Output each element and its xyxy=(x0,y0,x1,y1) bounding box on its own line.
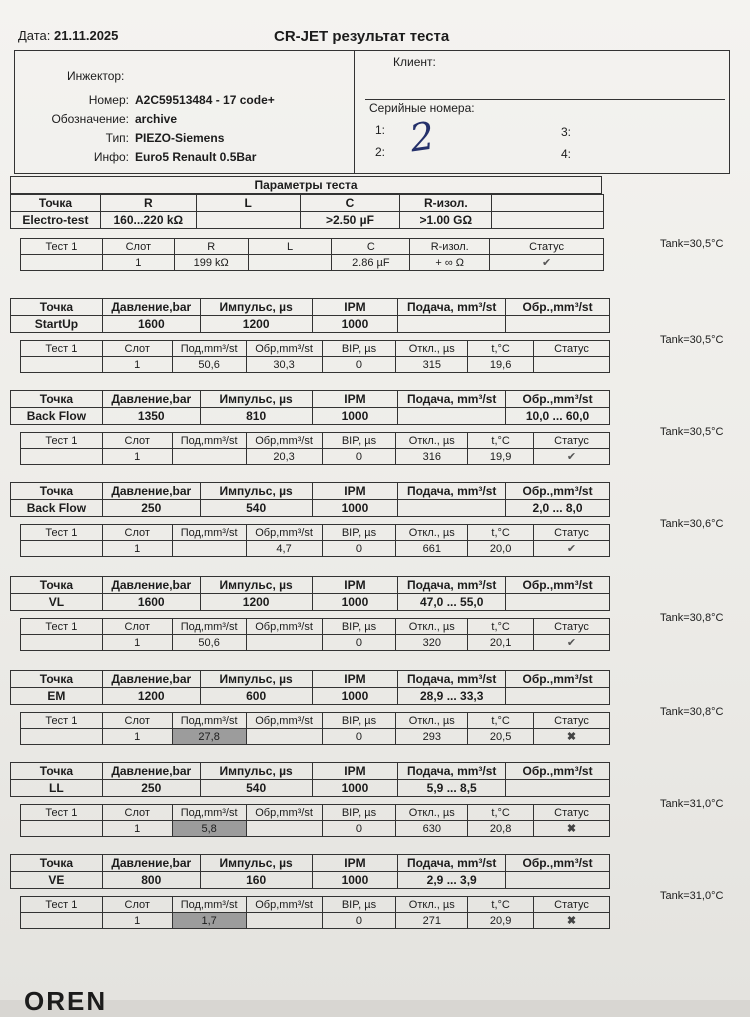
section-supply-range xyxy=(398,316,506,333)
h-impulse: Импульс, µs xyxy=(200,671,312,688)
section-result-table xyxy=(20,618,610,651)
v-sub-supply: 27,8 xyxy=(172,729,246,745)
number-row xyxy=(25,93,275,107)
section-spec-table xyxy=(10,390,610,425)
status-check-icon: ✔ xyxy=(534,635,610,651)
v-slot: 1 xyxy=(102,357,172,373)
v-sub-supply: 50,6 xyxy=(172,635,246,651)
section-return-range: 2,0 ... 8,0 xyxy=(506,500,610,517)
section-name: LL xyxy=(11,780,103,797)
section-name: Back Flow xyxy=(11,500,103,517)
h-supply: Подача, mm³/st xyxy=(398,855,506,872)
t-temp: t,°C xyxy=(468,433,534,449)
injector-info-box xyxy=(14,50,730,174)
t-test: Тест 1 xyxy=(21,433,103,449)
h-impulse: Импульс, µs xyxy=(200,855,312,872)
v-temp: 20,9 xyxy=(468,913,534,929)
v-slot: 1 xyxy=(102,635,172,651)
injector-label: Инжектор: xyxy=(67,69,125,83)
injector-info xyxy=(15,51,355,173)
t-dev: Откл., µs xyxy=(396,619,468,635)
section-tank: Tank=31,0°C xyxy=(660,890,724,902)
t-slot: Слот xyxy=(102,619,172,635)
t-slot: Слот xyxy=(102,805,172,821)
electro-v-empty xyxy=(21,255,103,271)
h-ipm: IPM xyxy=(312,299,398,316)
v-temp: 20,8 xyxy=(468,821,534,837)
h-supply: Подача, mm³/st xyxy=(398,299,506,316)
h-ipm: IPM xyxy=(312,855,398,872)
electro-status-check-icon: ✔ xyxy=(490,255,604,271)
client-label: Клиент: xyxy=(393,55,436,69)
electro-h-empty xyxy=(492,195,604,212)
section-return-range xyxy=(506,780,610,797)
report-title: CR-JET результат теста xyxy=(274,28,450,45)
serial-2-label: 2: xyxy=(375,145,386,159)
v-bip: 0 xyxy=(322,913,396,929)
h-supply: Подача, mm³/st xyxy=(398,763,506,780)
v-bip: 0 xyxy=(322,821,396,837)
section-result-table xyxy=(20,804,610,837)
section-ipm: 1000 xyxy=(312,780,398,797)
date-label: Дата: xyxy=(18,28,51,43)
h-tochka: Точка xyxy=(11,855,103,872)
h-return: Обр.,mm³/st xyxy=(506,391,610,408)
section-impulse: 1200 xyxy=(200,316,312,333)
section-ipm: 1000 xyxy=(312,688,398,705)
handwritten-serial: 2 xyxy=(407,113,438,161)
t-slot: Слот xyxy=(102,897,172,913)
v-sub-return: 20,3 xyxy=(246,449,322,465)
section-impulse: 160 xyxy=(200,872,312,889)
v-dev: 293 xyxy=(396,729,468,745)
serial-1-label: 1: xyxy=(375,123,386,137)
t-slot: Слот xyxy=(102,433,172,449)
v-empty xyxy=(21,541,103,557)
section-tank: Tank=31,0°C xyxy=(660,798,724,810)
section-supply-range: 47,0 ... 55,0 xyxy=(398,594,506,611)
section-return-range xyxy=(506,872,610,889)
section-return-range xyxy=(506,594,610,611)
test-section-3 xyxy=(10,482,750,572)
t-temp: t,°C xyxy=(468,341,534,357)
t-sub-return: Обр,mm³/st xyxy=(246,525,322,541)
t-status: Статус xyxy=(534,619,610,635)
t-sub-supply: Под,mm³/st xyxy=(172,525,246,541)
t-slot: Слот xyxy=(102,525,172,541)
t-slot: Слот xyxy=(102,341,172,357)
v-dev: 271 xyxy=(396,913,468,929)
t-bip: BIP, µs xyxy=(322,341,396,357)
electro-t-test: Тест 1 xyxy=(21,239,103,255)
section-ipm: 1000 xyxy=(312,316,398,333)
section-spec-table xyxy=(10,762,610,797)
t-status: Статус xyxy=(534,341,610,357)
h-ipm: IPM xyxy=(312,763,398,780)
designation-value: archive xyxy=(135,112,178,126)
h-pressure: Давление,bar xyxy=(102,763,200,780)
section-name: EM xyxy=(11,688,103,705)
electro-t-r: R xyxy=(174,239,248,255)
h-pressure: Давление,bar xyxy=(102,671,200,688)
section-name: Back Flow xyxy=(11,408,103,425)
h-tochka: Точка xyxy=(11,763,103,780)
section-pressure: 1350 xyxy=(102,408,200,425)
h-pressure: Давление,bar xyxy=(102,483,200,500)
section-supply-range: 5,9 ... 8,5 xyxy=(398,780,506,797)
t-sub-supply: Под,mm³/st xyxy=(172,433,246,449)
section-pressure: 1600 xyxy=(102,316,200,333)
v-sub-return xyxy=(246,913,322,929)
t-temp: t,°C xyxy=(468,619,534,635)
t-bip: BIP, µs xyxy=(322,897,396,913)
section-supply-range: 2,9 ... 3,9 xyxy=(398,872,506,889)
section-result-table xyxy=(20,712,610,745)
section-spec-table xyxy=(10,298,610,333)
t-status: Статус xyxy=(534,805,610,821)
number-label: Номер: xyxy=(88,93,129,107)
injector-label-row xyxy=(67,69,124,83)
v-dev: 315 xyxy=(396,357,468,373)
h-impulse: Импульс, µs xyxy=(200,391,312,408)
v-slot: 1 xyxy=(102,729,172,745)
h-tochka: Точка xyxy=(11,483,103,500)
t-status: Статус xyxy=(534,713,610,729)
status-check-icon: ✔ xyxy=(534,541,610,557)
h-ipm: IPM xyxy=(312,391,398,408)
section-result-table xyxy=(20,896,610,929)
section-pressure: 1200 xyxy=(102,688,200,705)
h-pressure: Давление,bar xyxy=(102,299,200,316)
h-pressure: Давление,bar xyxy=(102,391,200,408)
section-pressure: 1600 xyxy=(102,594,200,611)
t-temp: t,°C xyxy=(468,525,534,541)
v-sub-return xyxy=(246,635,322,651)
electro-v-l xyxy=(248,255,332,271)
v-sub-supply xyxy=(172,449,246,465)
t-status: Статус xyxy=(534,897,610,913)
electro-name: Electro-test xyxy=(11,212,101,229)
v-dev: 316 xyxy=(396,449,468,465)
status-check-icon: ✔ xyxy=(534,449,610,465)
electro-result-table xyxy=(20,238,604,271)
h-pressure: Давление,bar xyxy=(102,855,200,872)
number-value: A2C59513484 - 17 code+ xyxy=(135,93,275,107)
v-sub-supply: 1,7 xyxy=(172,913,246,929)
t-sub-supply: Под,mm³/st xyxy=(172,713,246,729)
v-bip: 0 xyxy=(322,541,396,557)
electro-h-c: C xyxy=(300,195,400,212)
info-row xyxy=(25,150,256,164)
section-result-table xyxy=(20,432,610,465)
electro-spec-empty xyxy=(492,212,604,229)
designation-label: Обозначение: xyxy=(51,112,129,126)
status-empty xyxy=(534,357,610,373)
v-temp: 20,0 xyxy=(468,541,534,557)
section-name: StartUp xyxy=(11,316,103,333)
h-return: Обр.,mm³/st xyxy=(506,483,610,500)
section-tank: Tank=30,8°C xyxy=(660,612,724,624)
electro-t-riso: R-изол. xyxy=(410,239,490,255)
footer-logo: OREN xyxy=(24,986,108,1016)
t-sub-return: Обр,mm³/st xyxy=(246,805,322,821)
t-sub-return: Обр,mm³/st xyxy=(246,341,322,357)
t-sub-return: Обр,mm³/st xyxy=(246,619,322,635)
test-section-5 xyxy=(10,670,750,760)
t-slot: Слот xyxy=(102,713,172,729)
t-dev: Откл., µs xyxy=(396,341,468,357)
t-test: Тест 1 xyxy=(21,341,103,357)
t-sub-supply: Под,mm³/st xyxy=(172,805,246,821)
type-row xyxy=(25,131,224,145)
t-test: Тест 1 xyxy=(21,713,103,729)
v-temp: 19,9 xyxy=(468,449,534,465)
type-label: Тип: xyxy=(105,131,129,145)
v-bip: 0 xyxy=(322,357,396,373)
section-ipm: 1000 xyxy=(312,594,398,611)
h-return: Обр.,mm³/st xyxy=(506,299,610,316)
v-sub-supply: 50,6 xyxy=(172,357,246,373)
h-tochka: Точка xyxy=(11,391,103,408)
date-value: 21.11.2025 xyxy=(54,28,119,43)
h-return: Обр.,mm³/st xyxy=(506,577,610,594)
h-ipm: IPM xyxy=(312,577,398,594)
client-info xyxy=(355,51,729,173)
v-bip: 0 xyxy=(322,449,396,465)
status-fail-icon: ✖ xyxy=(534,913,610,929)
v-sub-return: 4,7 xyxy=(246,541,322,557)
section-pressure: 250 xyxy=(102,780,200,797)
h-supply: Подача, mm³/st xyxy=(398,391,506,408)
test-section-2 xyxy=(10,390,750,480)
h-impulse: Импульс, µs xyxy=(200,483,312,500)
status-fail-icon: ✖ xyxy=(534,729,610,745)
date-line xyxy=(18,28,118,43)
t-dev: Откл., µs xyxy=(396,805,468,821)
t-temp: t,°C xyxy=(468,713,534,729)
h-supply: Подача, mm³/st xyxy=(398,483,506,500)
section-pressure: 250 xyxy=(102,500,200,517)
section-impulse: 1200 xyxy=(200,594,312,611)
section-supply-range xyxy=(398,408,506,425)
h-return: Обр.,mm³/st xyxy=(506,763,610,780)
section-ipm: 1000 xyxy=(312,408,398,425)
electro-l-empty xyxy=(196,212,300,229)
electro-riso-min: >1.00 GΩ xyxy=(400,212,492,229)
section-ipm: 1000 xyxy=(312,500,398,517)
electro-t-slot: Слот xyxy=(102,239,174,255)
electro-h-riso: R-изол. xyxy=(400,195,492,212)
v-slot: 1 xyxy=(102,541,172,557)
section-ipm: 1000 xyxy=(312,872,398,889)
t-dev: Откл., µs xyxy=(396,433,468,449)
info-value: Euro5 Renault 0.5Bar xyxy=(135,150,257,164)
section-spec-table xyxy=(10,576,610,611)
h-return: Обр.,mm³/st xyxy=(506,855,610,872)
electro-h-tochka: Точка xyxy=(11,195,101,212)
h-impulse: Импульс, µs xyxy=(200,299,312,316)
v-empty xyxy=(21,635,103,651)
t-test: Тест 1 xyxy=(21,897,103,913)
h-pressure: Давление,bar xyxy=(102,577,200,594)
section-tank: Tank=30,5°C xyxy=(660,426,724,438)
v-empty xyxy=(21,449,103,465)
electro-v-riso: + ∞ Ω xyxy=(410,255,490,271)
v-empty xyxy=(21,357,103,373)
h-return: Обр.,mm³/st xyxy=(506,671,610,688)
v-slot: 1 xyxy=(102,821,172,837)
v-dev: 661 xyxy=(396,541,468,557)
v-sub-supply: 5,8 xyxy=(172,821,246,837)
electro-t-c: C xyxy=(332,239,410,255)
v-empty xyxy=(21,729,103,745)
t-bip: BIP, µs xyxy=(322,433,396,449)
electro-v-slot: 1 xyxy=(102,255,174,271)
test-section-4 xyxy=(10,576,750,666)
t-sub-return: Обр,mm³/st xyxy=(246,897,322,913)
v-empty xyxy=(21,913,103,929)
section-impulse: 540 xyxy=(200,780,312,797)
electro-r-range: 160...220 kΩ xyxy=(100,212,196,229)
t-bip: BIP, µs xyxy=(322,525,396,541)
client-line xyxy=(365,99,725,100)
t-bip: BIP, µs xyxy=(322,713,396,729)
electro-tank: Tank=30,5°C xyxy=(660,238,724,250)
electro-t-status: Статус xyxy=(490,239,604,255)
test-section-6 xyxy=(10,762,750,852)
electro-v-r: 199 kΩ xyxy=(174,255,248,271)
t-status: Статус xyxy=(534,525,610,541)
t-temp: t,°C xyxy=(468,897,534,913)
test-section-7 xyxy=(10,854,750,944)
h-impulse: Импульс, µs xyxy=(200,577,312,594)
v-sub-return: 30,3 xyxy=(246,357,322,373)
t-sub-return: Обр,mm³/st xyxy=(246,433,322,449)
electro-t-l: L xyxy=(248,239,332,255)
v-sub-supply xyxy=(172,541,246,557)
section-supply-range xyxy=(398,500,506,517)
t-dev: Откл., µs xyxy=(396,525,468,541)
h-impulse: Импульс, µs xyxy=(200,763,312,780)
electro-c-min: >2.50 µF xyxy=(300,212,400,229)
section-result-table xyxy=(20,340,610,373)
electro-h-l: L xyxy=(196,195,300,212)
section-spec-table xyxy=(10,482,610,517)
h-supply: Подача, mm³/st xyxy=(398,671,506,688)
t-bip: BIP, µs xyxy=(322,619,396,635)
section-name: VE xyxy=(11,872,103,889)
v-dev: 630 xyxy=(396,821,468,837)
h-ipm: IPM xyxy=(312,483,398,500)
section-name: VL xyxy=(11,594,103,611)
v-temp: 19,6 xyxy=(468,357,534,373)
section-impulse: 810 xyxy=(200,408,312,425)
t-sub-supply: Под,mm³/st xyxy=(172,341,246,357)
t-temp: t,°C xyxy=(468,805,534,821)
t-bip: BIP, µs xyxy=(322,805,396,821)
v-empty xyxy=(21,821,103,837)
test-section-1 xyxy=(10,298,750,388)
t-dev: Откл., µs xyxy=(396,897,468,913)
h-tochka: Точка xyxy=(11,671,103,688)
section-return-range xyxy=(506,688,610,705)
v-temp: 20,5 xyxy=(468,729,534,745)
designation-row xyxy=(25,112,177,126)
status-fail-icon: ✖ xyxy=(534,821,610,837)
h-ipm: IPM xyxy=(312,671,398,688)
v-sub-return xyxy=(246,821,322,837)
section-supply-range: 28,9 ... 33,3 xyxy=(398,688,506,705)
t-test: Тест 1 xyxy=(21,525,103,541)
t-sub-return: Обр,mm³/st xyxy=(246,713,322,729)
section-tank: Tank=30,6°C xyxy=(660,518,724,530)
params-title: Параметры теста xyxy=(10,176,602,194)
serial-4-label: 4: xyxy=(561,147,572,161)
serial-3-label: 3: xyxy=(561,125,572,139)
t-test: Тест 1 xyxy=(21,805,103,821)
h-tochka: Точка xyxy=(11,577,103,594)
section-tank: Tank=30,5°C xyxy=(660,334,724,346)
h-tochka: Точка xyxy=(11,299,103,316)
v-bip: 0 xyxy=(322,635,396,651)
v-sub-return xyxy=(246,729,322,745)
section-return-range xyxy=(506,316,610,333)
t-status: Статус xyxy=(534,433,610,449)
section-spec-table xyxy=(10,670,610,705)
v-bip: 0 xyxy=(322,729,396,745)
t-sub-supply: Под,mm³/st xyxy=(172,897,246,913)
v-slot: 1 xyxy=(102,913,172,929)
v-dev: 320 xyxy=(396,635,468,651)
electro-test-panel xyxy=(10,194,750,284)
serials-label: Серийные номера: xyxy=(369,101,475,115)
section-spec-table xyxy=(10,854,610,889)
section-return-range: 10,0 ... 60,0 xyxy=(506,408,610,425)
v-temp: 20,1 xyxy=(468,635,534,651)
section-impulse: 540 xyxy=(200,500,312,517)
electro-spec-table xyxy=(10,194,604,229)
v-slot: 1 xyxy=(102,449,172,465)
section-tank: Tank=30,8°C xyxy=(660,706,724,718)
section-impulse: 600 xyxy=(200,688,312,705)
electro-h-r: R xyxy=(100,195,196,212)
electro-v-c: 2.86 µF xyxy=(332,255,410,271)
section-result-table xyxy=(20,524,610,557)
t-dev: Откл., µs xyxy=(396,713,468,729)
h-supply: Подача, mm³/st xyxy=(398,577,506,594)
type-value: PIEZO-Siemens xyxy=(135,131,225,145)
t-sub-supply: Под,mm³/st xyxy=(172,619,246,635)
t-test: Тест 1 xyxy=(21,619,103,635)
info-label: Инфо: xyxy=(93,150,129,164)
section-pressure: 800 xyxy=(102,872,200,889)
